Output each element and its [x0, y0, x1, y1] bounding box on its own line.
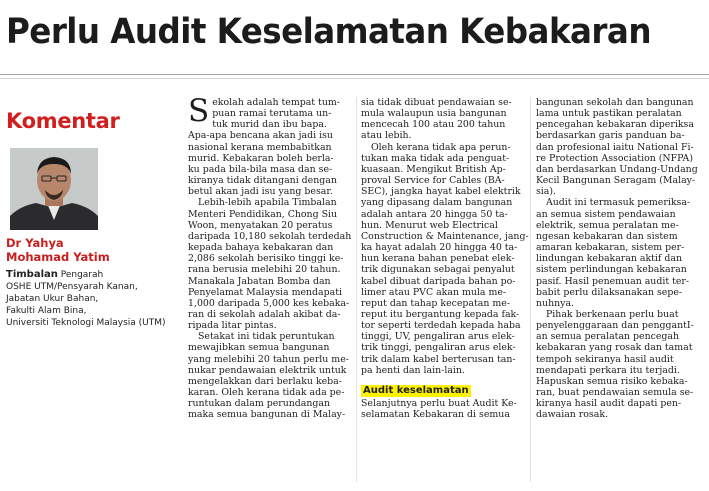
text-line: rana berusia melebihi 20 tahun. — [188, 264, 341, 276]
text-line: ripada litar pintas. — [188, 320, 277, 332]
author-name-line1: Dr Yahya — [6, 236, 64, 250]
drop-cap: S — [188, 93, 210, 129]
text-line: nuhnya. — [536, 297, 575, 309]
text-line: Menteri Pendidikan, Chong Siu — [188, 208, 338, 220]
author-line: Fakulti Alam Bina, — [6, 306, 87, 316]
paragraph-lines — [188, 93, 353, 198]
text-line: kebakaran yang rosak dan tamat — [536, 342, 693, 354]
text-line: penyelenggaraan dan penggantI- — [536, 320, 694, 332]
author-portrait-icon — [10, 148, 98, 230]
article-column-1 — [188, 93, 353, 421]
text-line: tor seperti terdedah kepada haba — [361, 320, 521, 332]
text-line: kiranya tidak ditangani dengan — [188, 175, 337, 187]
author-name — [6, 236, 178, 264]
text-line: pa henti dan lain-lain. — [361, 364, 465, 376]
column-separator — [356, 97, 357, 482]
author-line: Jabatan Ukur Bahan, — [6, 294, 99, 304]
text-line: murid. Kebakaran boleh berla- — [188, 152, 334, 164]
text-line: Kecil Bangunan Seragam (Malay- — [536, 175, 696, 187]
paragraph-2 — [536, 197, 701, 309]
text-line: babit perlu dilaksanakan sepe- — [536, 286, 683, 298]
author-title-bold: Timbalan — [6, 269, 58, 280]
text-line: reput dan tahap kecepatan me- — [361, 297, 510, 309]
text-line: lindungan kebakaran aktif dan — [536, 253, 683, 265]
text-line: ran di sekolah adalah akibat da- — [188, 308, 341, 320]
text-line: betul akan jadi isu yang besar. — [188, 186, 333, 198]
text-line: Woon, menyatakan 20 peratus — [188, 219, 333, 231]
text-line: amaran kebakaran, sistem per- — [536, 242, 685, 254]
text-line: re Protection Association (NFPA) — [536, 152, 693, 164]
author-affiliation — [6, 269, 186, 329]
author-title-rest: Pengarah — [57, 270, 104, 280]
subheading: Audit keselamatan — [363, 384, 469, 396]
text-line: bangunan sekolah dan bangunan — [536, 97, 694, 108]
text-line: Hapuskan semua risiko kebaka- — [536, 375, 688, 387]
text-line: Pihak berkenaan perlu buat — [546, 308, 679, 320]
author-name-line2: Mohamad Yatim — [6, 250, 110, 264]
text-line: hun kerana bahan penebat elek- — [361, 253, 515, 265]
text-line: berdasarkan garis panduan ba- — [536, 130, 685, 142]
text-line: daripada 10,180 sekolah terdedah — [188, 230, 352, 242]
text-line: Manakala Jabatan Bomba dan — [188, 275, 331, 287]
text-line: ku pada bila-bila masa dan se- — [188, 163, 333, 175]
text-line: kuasaan. Mengikut British Ap- — [361, 163, 506, 175]
text-line: Construction & Maintenance, jang- — [361, 230, 529, 242]
text-line: mula walaupun usia bangunan — [361, 108, 507, 120]
text-line: tukan maka tidak ada penguat- — [361, 152, 510, 164]
author-sidebar — [6, 108, 178, 328]
text-line: mengelakkan dari berlaku keba- — [188, 375, 342, 387]
paragraph-3 — [361, 398, 526, 420]
text-line: mewajibkan semua bangunan — [188, 342, 330, 354]
text-line: ran, buat pendawaian semula se- — [536, 387, 694, 399]
text-line: runtukan dalam perundangan — [188, 398, 331, 410]
text-line: puan ramai terutama un- — [212, 108, 332, 120]
paragraph-3 — [536, 309, 701, 421]
text-line: pasif. Hasil penemuan audit ter- — [536, 275, 690, 287]
paragraph-3 — [188, 331, 353, 420]
text-line: 1,000 daripada 5,000 kes kebaka- — [188, 297, 350, 309]
column-separator — [530, 97, 531, 482]
text-line: kiranya hasil audit dapati pen- — [536, 398, 682, 410]
text-line: dan profesional iaitu National Fi- — [536, 141, 694, 153]
text-line: Oleh kerana tidak apa perun- — [371, 141, 511, 153]
text-line: Setakat ini tidak peruntukan — [198, 331, 335, 343]
text-line: adalah antara 20 hingga 50 ta- — [361, 208, 508, 220]
paragraph-1 — [536, 97, 701, 197]
text-line: proval Service for Cables (BA- — [361, 175, 505, 187]
text-line: selamatan Kebakaran di semua — [361, 409, 510, 421]
text-line: SEC), jangka hayat kabel elektrik — [361, 186, 521, 198]
headline: Perlu Audit Keselamatan Kebakaran — [6, 12, 651, 52]
text-line: yang dipasang dalam bangunan — [361, 197, 513, 209]
author-photo — [10, 148, 98, 230]
text-line: ka hayat adalah 20 hingga 40 ta- — [361, 242, 518, 254]
text-line: tinggi, UV, pengaliran arus elek- — [361, 331, 515, 343]
section-label: Komentar — [6, 109, 120, 133]
paragraph-1 — [188, 93, 353, 198]
text-line: tempoh sekiranya hasil audit — [536, 353, 674, 365]
text-line: mendapati perkara itu terjadi. — [536, 364, 680, 376]
text-line: ekolah adalah tempat tum- — [212, 97, 340, 108]
author-line: Universiti Teknologi Malaysia (UTM) — [6, 318, 166, 328]
paragraph-2 — [188, 197, 353, 331]
text-line: limer atau PVC akan mula me- — [361, 286, 507, 298]
text-line: elektrik, semua peralatan me- — [536, 219, 679, 231]
article-column-3 — [536, 97, 701, 421]
text-line: trik dalam kabel berterusan tan- — [361, 353, 516, 365]
text-line: an semua peralatan pencegah — [536, 331, 680, 343]
text-line: atau lebih. — [361, 130, 412, 142]
paragraph-1 — [361, 97, 526, 142]
text-line: dawaian rosak. — [536, 409, 608, 421]
text-line: kepada bahaya kebakaran dan — [188, 242, 334, 254]
text-line: kabel dibuat daripada bahan po- — [361, 275, 516, 287]
header-rule-thin — [0, 78, 709, 79]
text-line: ngesan kebakaran dan sistem — [536, 230, 678, 242]
text-line: Penyelamat Malaysia mendapati — [188, 286, 343, 298]
text-line: yang melebihi 20 tahun perlu me- — [188, 353, 349, 365]
text-line: 2,086 sekolah berisiko tinggi ke- — [188, 253, 344, 265]
text-line: karan. Oleh kerana tidak ada pe- — [188, 387, 345, 399]
text-line: Apa-apa bencana akan jadi isu — [188, 130, 333, 142]
text-line: mencecah 100 atau 200 tahun — [361, 119, 506, 131]
text-line: trik tinggi, pengaliran arus elek- — [361, 342, 516, 354]
header-rule — [0, 74, 709, 75]
text-line: Selanjutnya perlu buat Audit Ke- — [361, 397, 517, 409]
text-line: an semua sistem pendawaian — [536, 208, 676, 220]
text-line: sistem perlindungan kebakaran — [536, 264, 687, 276]
text-line: tuk murid dan ibu bapa. — [212, 119, 327, 131]
text-line: pencegahan kebakaran diperiksa — [536, 119, 694, 131]
text-line: maka semua bangunan di Malay- — [188, 409, 346, 421]
text-line: nukar pendawaian elektrik untuk — [188, 364, 347, 376]
article-column-2 — [361, 97, 529, 421]
author-line: OSHE UTM/Pensyarah Kanan, — [6, 282, 138, 292]
text-line: Audit ini termasuk pemeriksa- — [546, 197, 691, 209]
text-line: hun. Menurut web Electrical — [361, 219, 498, 231]
text-line: dan berdasarkan Undang-Undang — [536, 163, 698, 175]
paragraph-2 — [361, 141, 529, 376]
text-line: sia). — [536, 186, 557, 198]
text-line: trik digunakan sebagai penyalut — [361, 264, 515, 276]
text-line: nasional kerana membabitkan — [188, 141, 332, 153]
text-line: sia tidak dibuat pendawaian se- — [361, 97, 512, 108]
text-line: lama untuk pastikan peralatan — [536, 108, 682, 120]
text-line: Lebih-lebih apabila Timbalan — [198, 197, 337, 209]
text-line: reput itu bergantung kepada fak- — [361, 308, 520, 320]
